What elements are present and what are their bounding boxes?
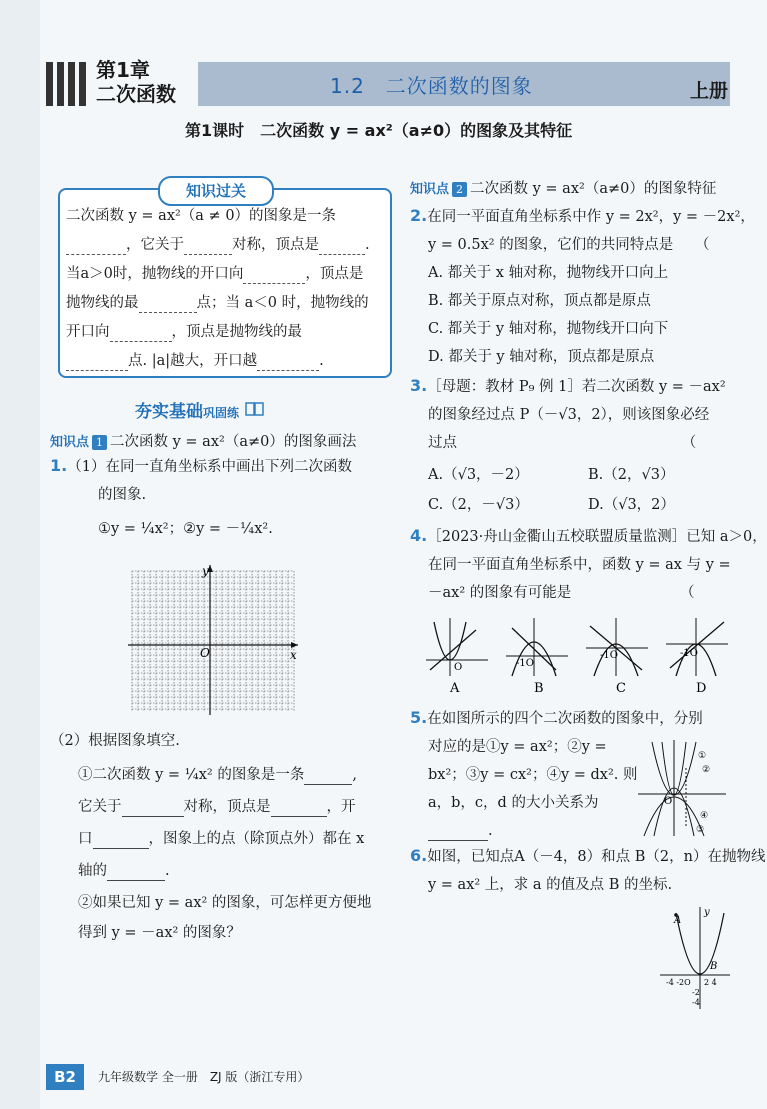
grid-y-label: y [202,564,209,578]
blank[interactable] [304,766,352,785]
q5-figure [638,738,728,838]
option-d[interactable]: D. 都关于 y 轴对称，顶点都是原点 [428,349,655,365]
svg-text:④: ④ [700,811,709,821]
option-d[interactable]: D.（√3，2） [588,497,675,513]
question-1: 1.（1）在同一直角坐标系中画出下列二次函数 的图象. ①y = ¼x²；②y = －¼x². [50,456,352,537]
blank[interactable] [139,294,197,313]
blank[interactable] [257,352,319,371]
blank[interactable] [93,830,149,849]
blank[interactable] [428,822,488,841]
knowledge-box-text: 二次函数 y = ax²（a ≠ 0）的图象是一条 ，它关于 对称，顶点是 . 当a＞0时，抛物线的开口向 ，顶点是 抛物线的最 点；当 a＜0 时，抛物线的 开口向 ，顶点是抛物线的最 点. |a|越大，开口越 . [66,208,370,369]
svg-text:O: O [664,796,673,807]
svg-text:①: ① [698,751,707,761]
blank[interactable] [107,862,165,881]
svg-text:B: B [534,681,544,696]
svg-text:y: y [704,907,710,918]
svg-text:D: D [696,681,707,696]
svg-text:-1O: -1O [680,648,698,659]
blank[interactable] [110,323,172,342]
svg-text:-1O: -1O [600,650,618,661]
section-title: 1.2 二次函数的图象 [330,74,533,98]
svg-text:A: A [450,681,460,696]
option-a-graph[interactable] [426,618,488,696]
question-2: 2.在同一平面直角坐标系中作 y = 2x²，y = －2x²， y = 0.5x² 的图象，它们的共同特点是 （ A. 都关于 x 轴对称，抛物线开口向上 B. 都关于原点对称，顶点都是原点 C. 都关于 y 轴对称，抛物线开口向下 D. 都关于 y 轴对称，顶点都是原点 [410,206,755,365]
question-5: 5.在如图所示的四个二次函数的图象中，分别 对应的是①y = ax²；②y = bx²；③y = cx²；④y = dx². 则 a，b，c，d 的大小关系为 . [410,708,703,839]
blank[interactable] [319,236,365,255]
option-d-graph[interactable] [666,618,728,696]
book-icon [245,401,265,417]
blank[interactable] [122,798,184,817]
knowledge-box-title: 知识过关 [158,176,274,206]
practice-heading: 夯实基础巩固练 [135,397,265,422]
q4-option-graphs [426,618,730,698]
grid-x-label: x [290,648,297,662]
blank[interactable] [184,236,232,255]
chapter-bars [46,62,88,106]
svg-text:-4: -4 [692,998,700,1007]
option-b[interactable]: B.（2，√3） [588,467,675,483]
question-3: 3.［母题：教材 P₉ 例 1］若二次函数 y = －ax² 的图象经过点 P（－√3，2），则该图象必经 过点 （ A.（√3，－2） B.（2，√3） C.（2，－√3） D.（√3，2） [410,372,730,519]
question-6: 6.如图，已知点A（－4，8）和点 B（2，n）在抛物线 y = ax² 上，求 a 的值及点 B 的坐标. [410,846,766,893]
grid-origin: O [200,646,210,660]
option-b[interactable]: B. 都关于原点对称，顶点都是原点 [428,293,651,309]
option-c-graph[interactable] [586,618,648,696]
footer-text: 九年级数学 全一册 ZJ 版（浙江专用） [98,1070,310,1084]
knowledge-point-1: 知识点 1 二次函数 y = ax²（a≠0）的图象画法 [50,434,357,450]
question-4: 4.［2023·舟山金衢山五校联盟质量监测］已知 a＞0， 在同一平面直角坐标系中，函数 y = ax 与 y = －ax² 的图象有可能是 （ [410,526,767,601]
option-c[interactable]: C.（2，－√3） [428,497,529,513]
volume-label: 上册 [690,80,729,102]
option-a[interactable]: A. 都关于 x 轴对称，抛物线开口向上 [428,265,669,281]
svg-text:-1O: -1O [516,658,534,669]
chapter-title: 二次函数 [96,82,176,106]
chapter-number: 第1章 [96,58,150,82]
svg-text:-4 -2O: -4 -2O [666,978,691,987]
svg-text:C: C [616,681,626,696]
chapter-label [96,58,176,106]
page-margin [0,0,40,1109]
svg-text:O: O [454,662,463,673]
option-a[interactable]: A.（√3，－2） [428,467,529,483]
lesson-title: 第1课时 二次函数 y = ax²（a≠0）的图象及其特征 [185,121,573,140]
coordinate-grid[interactable] [128,565,298,715]
option-b-graph[interactable] [506,618,568,696]
q6-figure [660,905,730,1010]
svg-text:-2: -2 [692,988,700,997]
svg-text:A: A [674,915,682,926]
blank[interactable] [271,798,327,817]
blank[interactable] [243,265,305,284]
option-c[interactable]: C. 都关于 y 轴对称，抛物线开口向下 [428,321,669,337]
blank[interactable] [66,352,128,371]
svg-text:②: ② [702,765,711,775]
svg-text:2 4: 2 4 [704,978,717,987]
question-1-part-2: （2）根据图象填空. ①二次函数 y = ¼x² 的图象是一条 , 它关于 对称，顶点是 ，开 口 ，图象上的点（除顶点外）都在 x 轴的 . ②如果已知 y = ax² 的图象，可怎样更方便地 得到 y = －ax² 的图象？ [50,733,372,941]
page-number: B2 [46,1064,84,1090]
knowledge-point-2: 知识点 2 二次函数 y = ax²（a≠0）的图象特征 [410,181,717,197]
svg-text:③: ③ [696,825,705,835]
svg-text:B: B [710,961,718,972]
blank[interactable] [66,236,126,255]
